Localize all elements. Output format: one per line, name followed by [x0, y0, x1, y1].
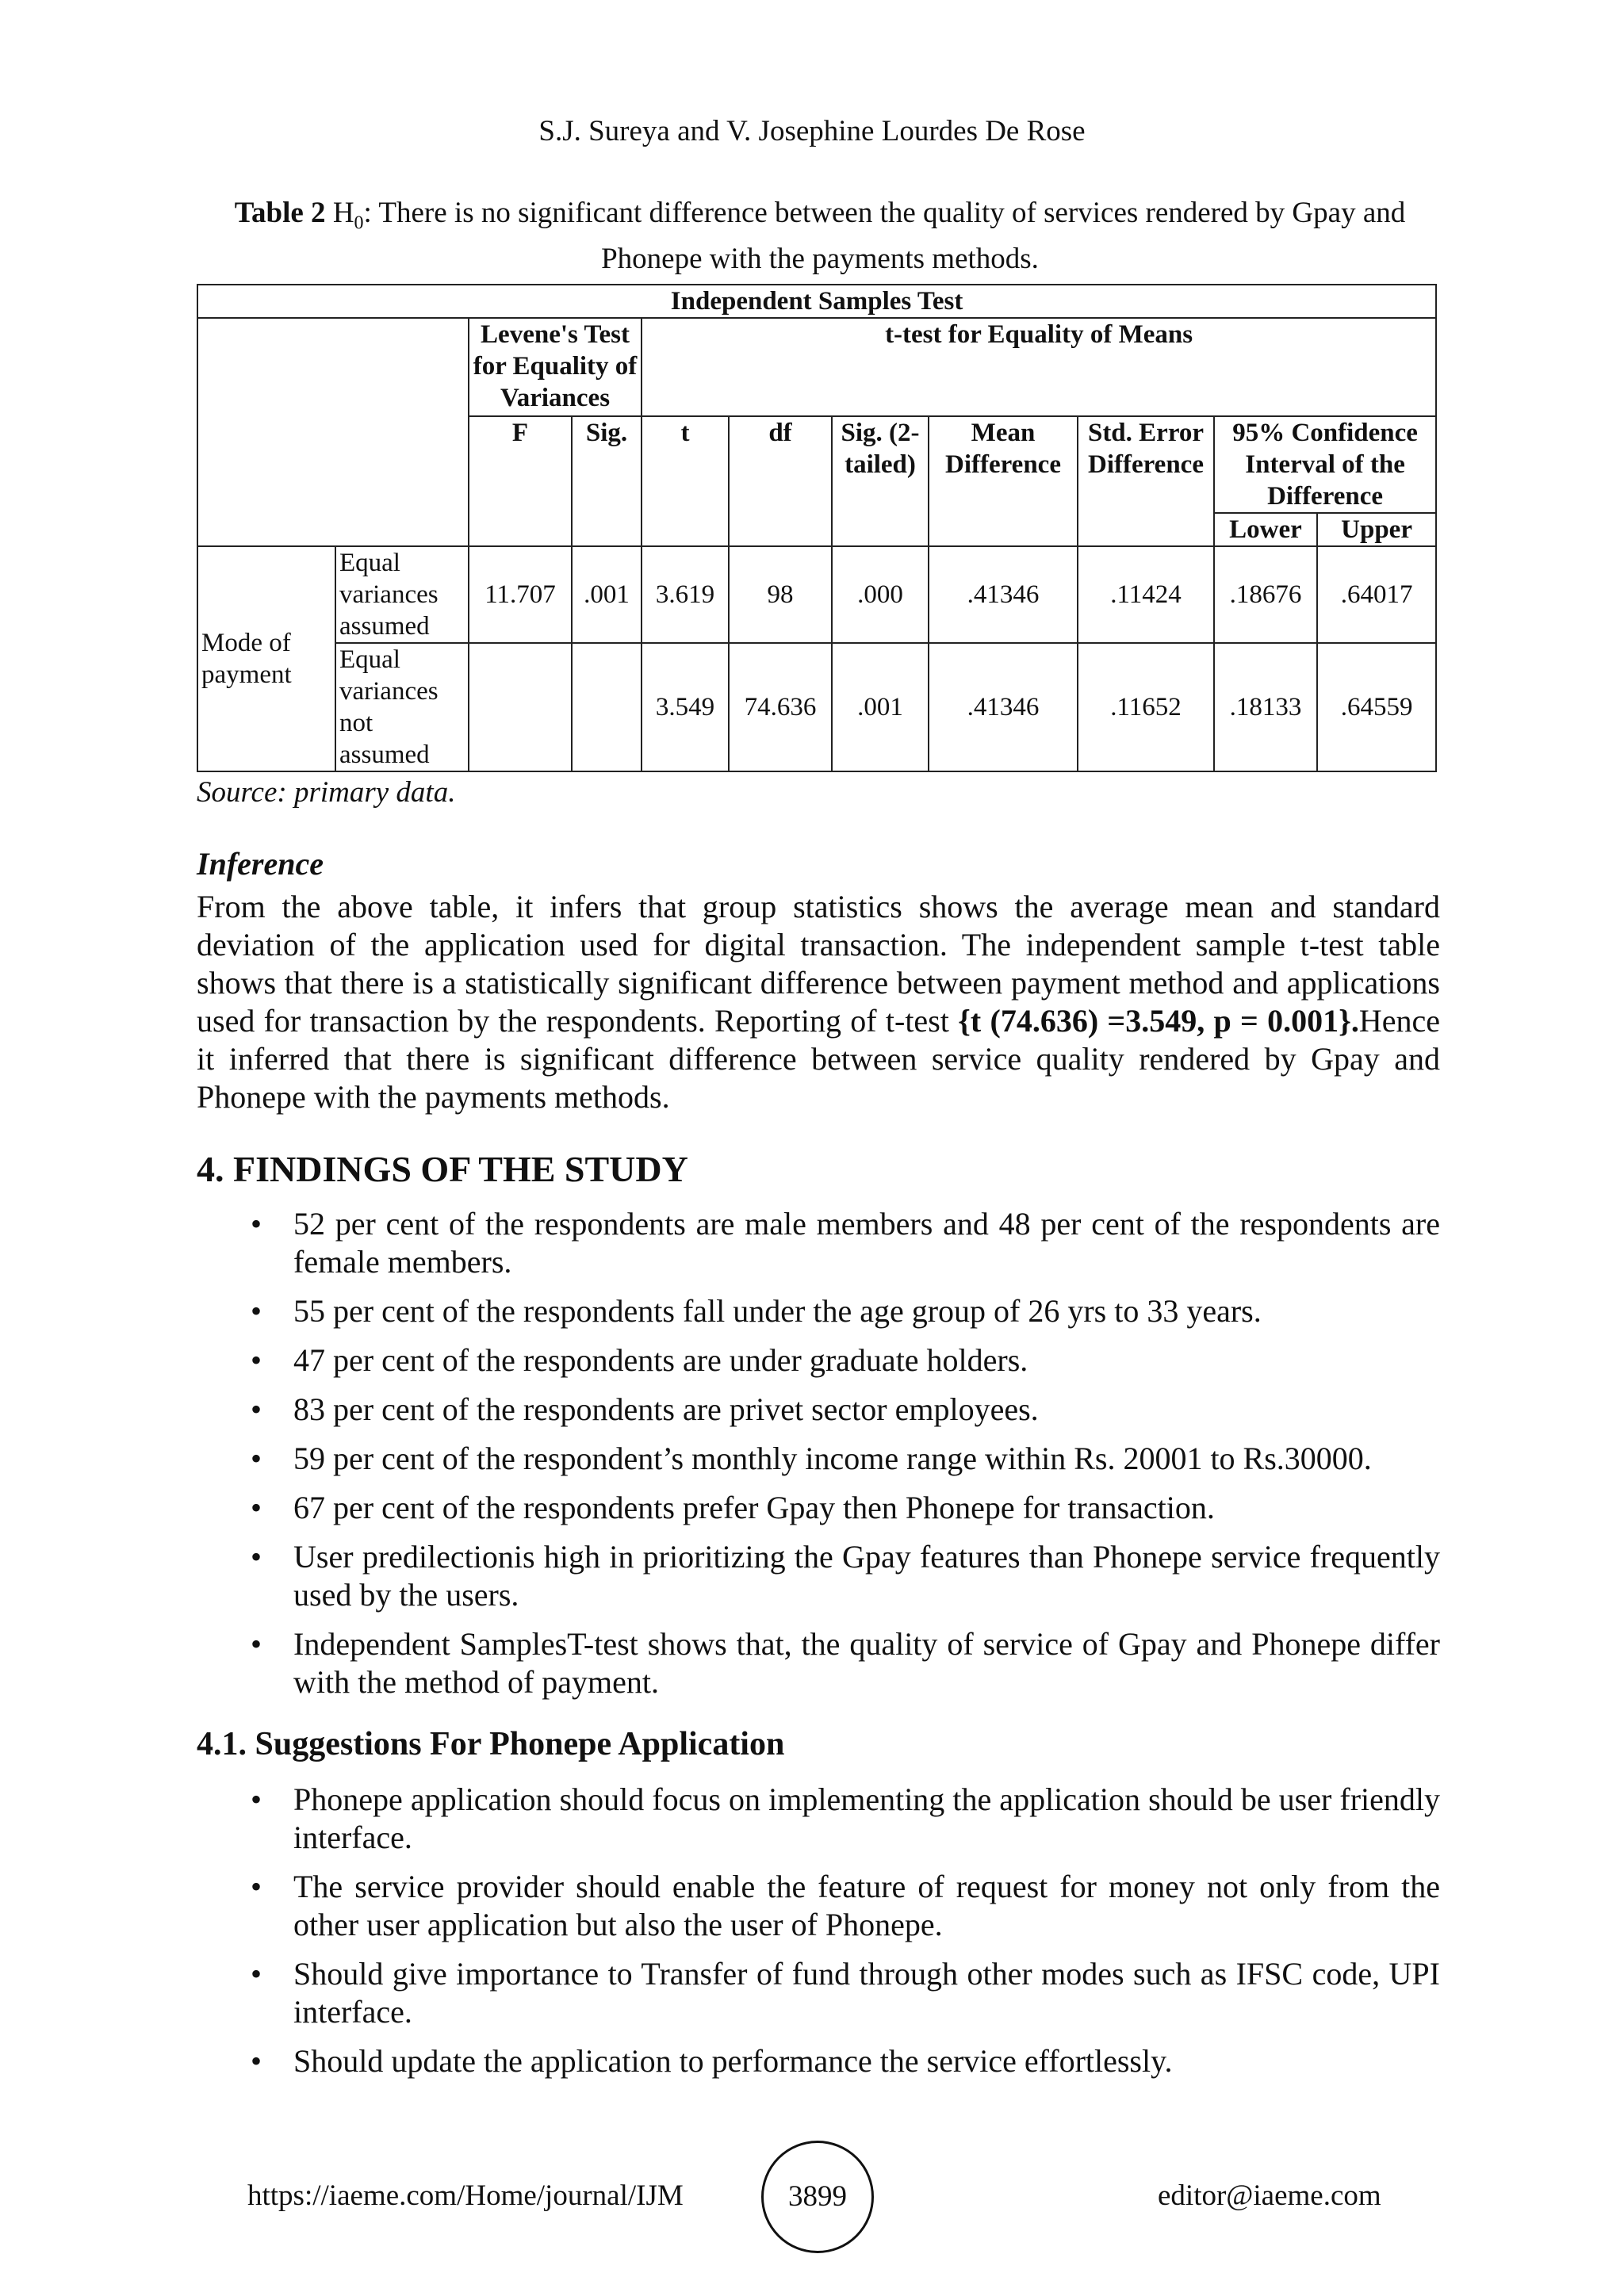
inference-heading: Inference	[197, 846, 324, 882]
cell-t: 3.619	[642, 546, 729, 643]
levene-header: Levene's Test for Equality of Variances	[469, 318, 642, 416]
journal-url-link[interactable]: https://iaeme.com/Home/journal/IJM	[247, 2179, 684, 2212]
bullet-icon: •	[251, 1391, 262, 1427]
caption-text: : There is no significant difference between the quality of services rendered by Gpay and Phonepe with the payments methods.	[363, 197, 1406, 276]
empty-corner-cell	[197, 318, 469, 546]
cell-sig2: .001	[832, 643, 929, 771]
col-header-t: t	[642, 416, 729, 546]
cell-df: 74.636	[729, 643, 832, 771]
independent-samples-table	[197, 284, 1437, 772]
list-item: • 52 per cent of the respondents are male members and 48 per cent of the respondents are female members.	[251, 1206, 1440, 1280]
cell-sig	[572, 643, 642, 771]
cell-F: 11.707	[469, 546, 572, 643]
list-item: • Independent SamplesT-test shows that, the quality of service of Gpay and Phonepe differ with the method of payment.	[251, 1626, 1440, 1700]
cell-sig: .001	[572, 546, 642, 643]
col-header-lower: Lower	[1214, 513, 1317, 546]
cell-std-err: .11424	[1078, 546, 1214, 643]
bullet-icon: •	[251, 1626, 262, 1662]
bullet-icon: •	[251, 1293, 262, 1329]
col-header-mean-diff: Mean Difference	[929, 416, 1078, 546]
list-item: • 47 per cent of the respondents are under graduate holders.	[251, 1342, 1028, 1378]
col-header-upper: Upper	[1317, 513, 1436, 546]
list-item: • User predilectionis high in prioritizing the Gpay features than Phonepe service frequently used by the users.	[251, 1539, 1440, 1613]
list-item: • 55 per cent of the respondents fall under the age group of 26 yrs to 33 years.	[251, 1293, 1262, 1329]
col-header-std-err: Std. Error Difference	[1078, 416, 1214, 546]
col-header-ci: 95% Confidence Interval of the Difference	[1214, 416, 1436, 513]
cell-df: 98	[729, 546, 832, 643]
table-caption	[198, 195, 1442, 277]
list-item: • 67 per cent of the respondents prefer Gpay then Phonepe for transaction.	[251, 1490, 1215, 1525]
row-label: Equal variances assumed	[335, 546, 469, 643]
list-item: • The service provider should enable the feature of request for money not only from the other user application but also the user of Phonepe.	[251, 1869, 1440, 1942]
cell-sig2: .000	[832, 546, 929, 643]
findings-heading: 4. FINDINGS OF THE STUDY	[197, 1149, 688, 1189]
col-header-sig: Sig.	[572, 416, 642, 546]
bullet-icon: •	[251, 1441, 262, 1476]
bullet-icon: •	[251, 1342, 262, 1378]
list-item: • Should update the application to performance the service effortlessly.	[251, 2043, 1173, 2079]
page-header: S.J. Sureya and V. Josephine Lourdes De Rose	[538, 115, 1086, 147]
page-footer	[0, 2141, 1624, 2260]
table-source: Source: primary data.	[197, 776, 456, 809]
cell-lower: .18676	[1214, 546, 1317, 643]
findings-list	[197, 1205, 1440, 1712]
cell-t: 3.549	[642, 643, 729, 771]
hypothesis-symbol: $H_0$	[332, 197, 364, 234]
col-header-sig2: Sig. (2-tailed)	[832, 416, 929, 546]
row-group-label: Mode of payment	[197, 546, 335, 771]
bullet-icon: •	[251, 1490, 262, 1525]
page-number: 3899	[761, 2141, 874, 2253]
cell-mean-diff: .41346	[929, 643, 1078, 771]
col-header-df: df	[729, 416, 832, 546]
cell-upper: .64559	[1317, 643, 1436, 771]
list-item: • 59 per cent of the respondent’s monthly income range within Rs. 20001 to Rs.30000.	[251, 1441, 1372, 1476]
suggestions-list	[197, 1781, 1440, 2091]
table-title: Independent Samples Test	[197, 285, 1436, 318]
ttest-header: t-test for Equality of Means	[642, 318, 1436, 416]
inference-paragraph: From the above table, it infers that group statistics shows the average mean and standard deviation of the application used for digital transaction. The independent sample t-test table shows that there is a statistically significant difference between payment method and applications used for transaction by the respondents. Reporting of t-test {t (74.636) =3.549, p = 0.001}.Hence it inferred that there is significant difference between service quality rendered by Gpay and Phonepe with the payments methods.	[197, 889, 1441, 1115]
list-item: • Should give importance to Transfer of fund through other modes such as IFSC code, UPI interface.	[251, 1956, 1440, 2030]
bullet-icon: •	[251, 1869, 262, 1904]
list-item: • 83 per cent of the respondents are privet sector employees.	[251, 1391, 1039, 1427]
bullet-icon: •	[251, 1956, 262, 1992]
suggestions-heading: 4.1. Suggestions For Phonepe Application	[197, 1726, 785, 1762]
cell-mean-diff: .41346	[929, 546, 1078, 643]
bullet-icon: •	[251, 2043, 262, 2079]
cell-std-err: .11652	[1078, 643, 1214, 771]
cell-lower: .18133	[1214, 643, 1317, 771]
col-header-F: F	[469, 416, 572, 546]
list-item: • Phonepe application should focus on implementing the application should be user friendly interface.	[251, 1781, 1440, 1855]
bullet-icon: •	[251, 1206, 262, 1242]
bullet-icon: •	[251, 1781, 262, 1817]
editor-email-link[interactable]: editor@iaeme.com	[1158, 2179, 1381, 2212]
bullet-icon: •	[251, 1539, 262, 1575]
ttest-result: {t (74.636) =3.549, p = 0.001}.	[958, 1003, 1359, 1039]
cell-upper: .64017	[1317, 546, 1436, 643]
row-label: Equal variances not assumed	[335, 643, 469, 771]
table-label: Table 2	[234, 197, 326, 229]
cell-F	[469, 643, 572, 771]
